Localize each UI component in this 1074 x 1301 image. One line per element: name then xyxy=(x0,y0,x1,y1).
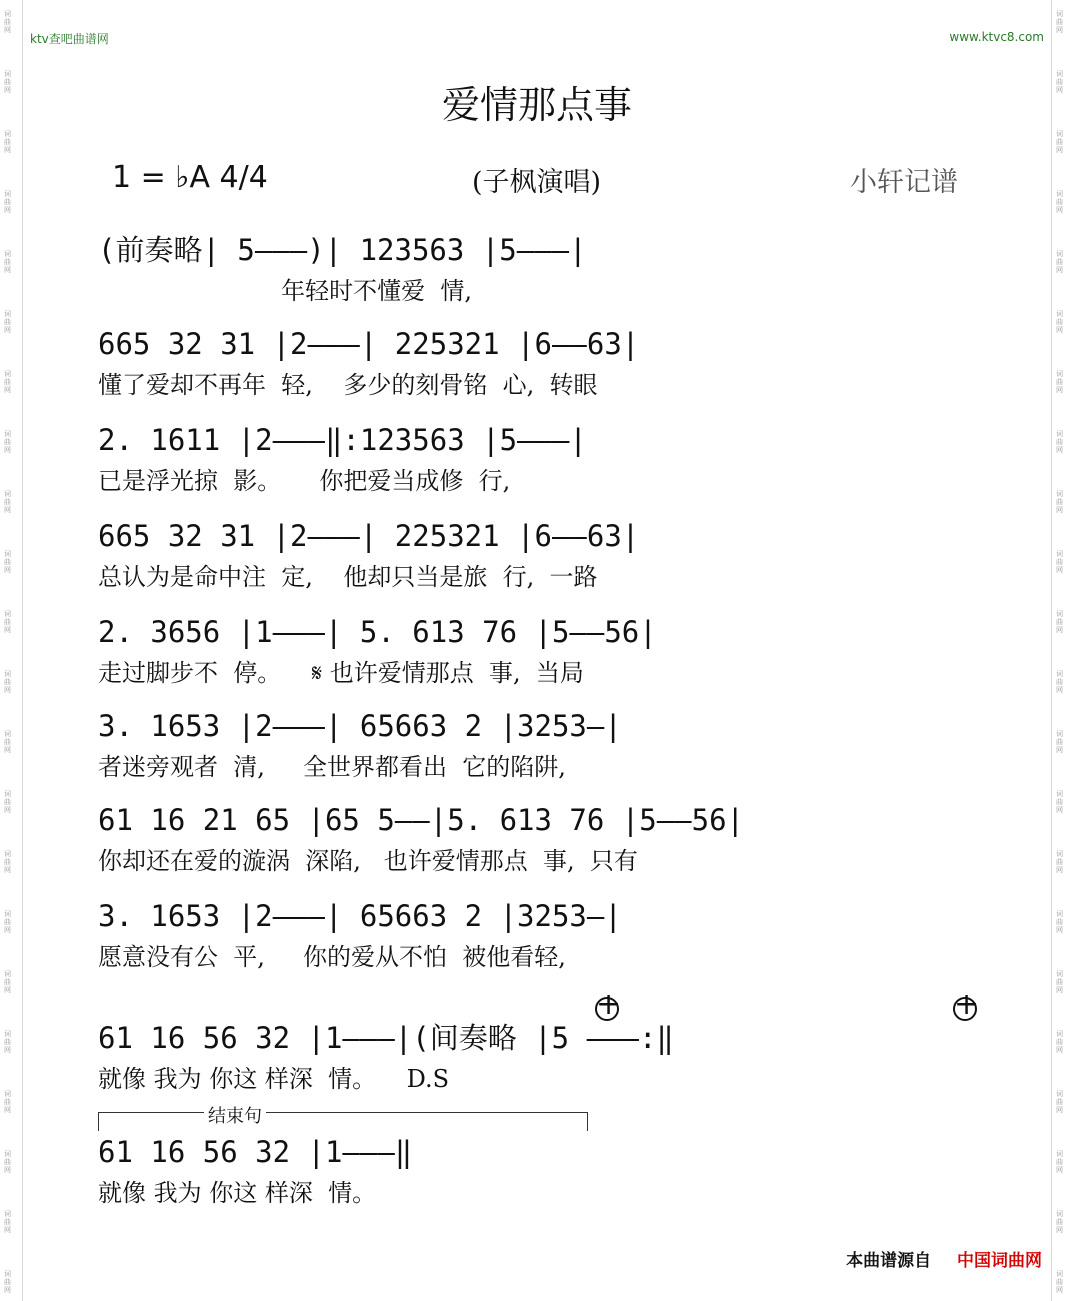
notation-line: 61 16 21 65 |65 5——|5. 613 76 |5——56| xyxy=(98,803,745,837)
right-watermark-mark: 词 曲 网 xyxy=(1056,910,1063,934)
left-watermark-mark: 词 曲 网 xyxy=(4,1150,11,1174)
right-watermark-mark: 词 曲 网 xyxy=(1056,730,1063,754)
coda-sign xyxy=(950,994,978,1022)
left-watermark-mark: 词 曲 网 xyxy=(4,910,11,934)
right-watermark-mark: 词 曲 网 xyxy=(1056,1210,1063,1234)
lyric-line: 年轻时不懂爱 情, xyxy=(98,277,472,305)
left-watermark-mark: 词 曲 网 xyxy=(4,370,11,394)
right-watermark-mark: 词 曲 网 xyxy=(1056,490,1063,514)
right-watermark-mark: 词 曲 网 xyxy=(1056,70,1063,94)
lyric-line: 懂了爱却不再年 轻, 多少的刻骨铭 心, 转眼 xyxy=(98,371,598,399)
right-watermark-mark: 词 曲 网 xyxy=(1056,190,1063,214)
lyric-line: 者迷旁观者 清, 全世界都看出 它的陷阱, xyxy=(98,753,566,781)
score-line xyxy=(0,518,1074,598)
lyric-line: 走过脚步不 停。 𝄋 也许爱情那点 事, 当局 xyxy=(98,659,584,687)
singer-credit: (子枫演唱) xyxy=(472,167,602,198)
key-signature: 1 = ♭A 4/4 xyxy=(112,160,268,195)
right-watermark-mark: 词 曲 网 xyxy=(1056,1150,1063,1174)
source-footer xyxy=(846,1246,1042,1271)
left-watermark-mark: 词 曲 网 xyxy=(4,790,11,814)
right-watermark-mark: 词 曲 网 xyxy=(1056,1270,1063,1294)
right-watermark-mark: 词 曲 网 xyxy=(1056,610,1063,634)
right-watermark-mark: 词 曲 网 xyxy=(1056,670,1063,694)
right-watermark-mark: 词 曲 网 xyxy=(1056,970,1063,994)
right-watermark-mark: 词 曲 网 xyxy=(1056,850,1063,874)
right-watermark-mark: 词 曲 网 xyxy=(1056,550,1063,574)
right-watermark-mark: 词 曲 网 xyxy=(1056,1090,1063,1114)
brand-link[interactable]: 中国词曲网 xyxy=(957,1251,1042,1271)
notation-line: 2. 1611 |2———‖:123563 |5———| xyxy=(98,423,587,457)
score-line xyxy=(0,614,1074,694)
notation-line: 61 16 56 32 |1———‖ xyxy=(98,1135,413,1169)
left-watermark-mark: 词 曲 网 xyxy=(4,1270,11,1294)
lyric-line: 已是浮光掠 影。 你把爱当成修 行, xyxy=(98,467,511,495)
arranger-credit: 小轩记谱 xyxy=(850,167,958,198)
right-watermark-mark: 词 曲 网 xyxy=(1056,370,1063,394)
score-line xyxy=(0,1134,1074,1214)
left-watermark-mark: 词 曲 网 xyxy=(4,1210,11,1234)
site-watermark-left: ktv查吧曲谱网 xyxy=(30,32,109,46)
left-watermark-mark: 词 曲 网 xyxy=(4,190,11,214)
notation-line: 61 16 56 32 |1———|(间奏略 |5 ———:‖ xyxy=(98,1021,674,1055)
score-line xyxy=(0,232,1074,312)
right-watermark-mark: 词 曲 网 xyxy=(1056,310,1063,334)
ending-label: 结束句 xyxy=(204,1102,266,1128)
lyric-line: 就像 我为 你这 样深 情。 xyxy=(98,1179,377,1207)
left-watermark-mark: 词 曲 网 xyxy=(4,550,11,574)
notation-line: 665 32 31 |2———| 225321 |6——63| xyxy=(98,519,640,553)
left-watermark-mark: 词 曲 网 xyxy=(4,970,11,994)
lyric-line: 愿意没有公 平, 你的爱从不怕 被他看轻, xyxy=(98,943,566,971)
coda-sign xyxy=(592,994,620,1022)
left-watermark-mark: 词 曲 网 xyxy=(4,610,11,634)
right-watermark-mark: 词 曲 网 xyxy=(1056,1030,1063,1054)
score-line xyxy=(0,898,1074,978)
source-label: 本曲谱源自 xyxy=(846,1251,932,1271)
left-watermark-mark: 词 曲 网 xyxy=(4,10,11,34)
notation-line: 3. 1653 |2———| 65663 2 |3253—| xyxy=(98,899,622,933)
left-watermark-mark: 词 曲 网 xyxy=(4,70,11,94)
right-watermark-mark: 词 曲 网 xyxy=(1056,790,1063,814)
left-watermark-mark: 词 曲 网 xyxy=(4,430,11,454)
left-watermark-mark: 词 曲 网 xyxy=(4,850,11,874)
left-watermark-mark: 词 曲 网 xyxy=(4,310,11,334)
right-watermark-mark: 词 曲 网 xyxy=(1056,10,1063,34)
lyric-line: 你却还在爱的漩涡 深陷, 也许爱情那点 事, 只有 xyxy=(98,847,638,875)
score-line xyxy=(0,326,1074,406)
notation-line: 3. 1653 |2———| 65663 2 |3253—| xyxy=(98,709,622,743)
song-title: 爱情那点事 xyxy=(441,83,632,127)
right-watermark-mark: 词 曲 网 xyxy=(1056,130,1063,154)
left-watermark-mark: 词 曲 网 xyxy=(4,1090,11,1114)
left-watermark-mark: 词 曲 网 xyxy=(4,730,11,754)
site-watermark-right: www.ktvc8.com xyxy=(949,30,1044,44)
score-line xyxy=(0,708,1074,788)
lyric-line: 就像 我为 你这 样深 情。 D.S xyxy=(98,1065,450,1093)
ending-bracket xyxy=(98,1112,588,1131)
score-line xyxy=(0,802,1074,882)
notation-line: (前奏略| 5———)| 123563 |5———| xyxy=(98,233,587,267)
right-watermark-mark: 词 曲 网 xyxy=(1056,430,1063,454)
left-watermark-mark: 词 曲 网 xyxy=(4,490,11,514)
score-line xyxy=(0,1020,1074,1100)
lyric-line: 总认为是命中注 定, 他却只当是旅 行, 一路 xyxy=(98,563,598,591)
left-watermark-mark: 词 曲 网 xyxy=(4,130,11,154)
notation-line: 2. 3656 |1———| 5. 613 76 |5——56| xyxy=(98,615,657,649)
left-watermark-mark: 词 曲 网 xyxy=(4,250,11,274)
left-watermark-mark: 词 曲 网 xyxy=(4,1030,11,1054)
right-watermark-mark: 词 曲 网 xyxy=(1056,250,1063,274)
notation-line: 665 32 31 |2———| 225321 |6——63| xyxy=(98,327,640,361)
score-line xyxy=(0,422,1074,502)
left-watermark-mark: 词 曲 网 xyxy=(4,670,11,694)
